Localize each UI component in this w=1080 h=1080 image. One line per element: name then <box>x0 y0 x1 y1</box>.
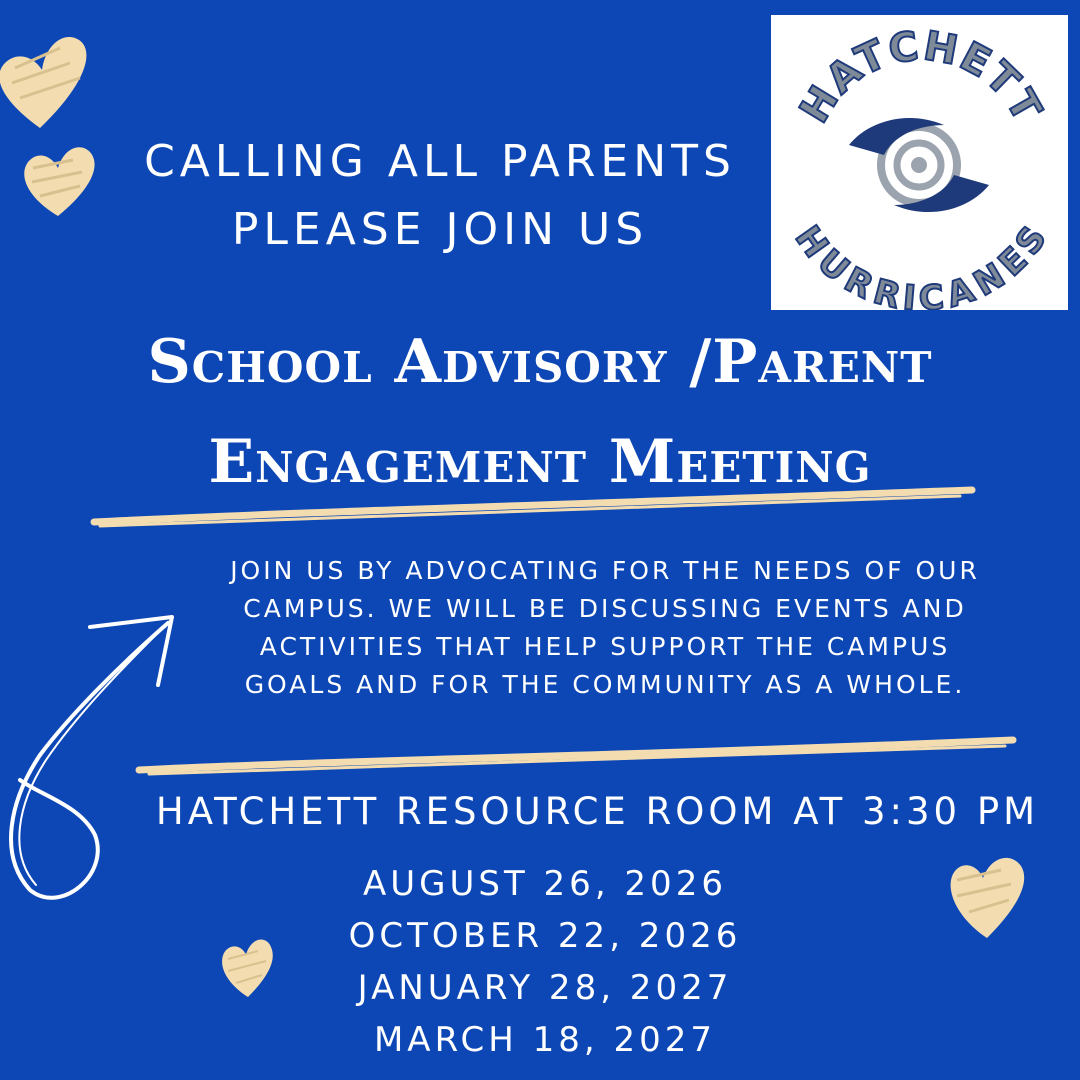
title-line-2: Engagement Meeting <box>208 427 872 497</box>
date-item: OCTOBER 22, 2026 <box>348 916 742 956</box>
description-line: CAMPUS. WE WILL BE DISCUSSING EVENTS AND <box>243 594 967 623</box>
meeting-location: HATCHETT RESOURCE ROOM AT 3:30 PM <box>155 790 1040 833</box>
description <box>175 552 1035 704</box>
meeting-title <box>0 312 1080 512</box>
logo-text-top: HATCHETT <box>791 23 1051 131</box>
heart-icon-right <box>945 848 1027 940</box>
date-item: JANUARY 28, 2027 <box>357 968 733 1008</box>
heart-icon-left <box>18 138 98 218</box>
intro-line-1: CALLING ALL PARENTS <box>144 136 736 187</box>
meeting-dates <box>295 858 795 1066</box>
date-item: AUGUST 26, 2026 <box>363 864 727 904</box>
heart-icon-top-left <box>0 8 110 128</box>
hurricane-icon <box>849 118 989 212</box>
description-line: ACTIVITIES THAT HELP SUPPORT THE CAMPUS <box>259 632 951 661</box>
intro-text <box>95 128 785 264</box>
description-line: JOIN US BY ADVOCATING FOR THE NEEDS OF OUR <box>230 556 980 585</box>
title-line-1: School Advisory /Parent <box>147 327 933 397</box>
school-logo <box>771 15 1068 310</box>
intro-line-2: PLEASE JOIN US <box>231 204 649 255</box>
logo-text-bottom: HURRICANES <box>786 218 1056 310</box>
brush-underline-bottom <box>135 730 1020 780</box>
heart-icon-bottom-left <box>218 935 276 999</box>
description-line: GOALS AND FOR THE COMMUNITY AS A WHOLE. <box>244 670 966 699</box>
date-item: MARCH 18, 2027 <box>373 1020 717 1060</box>
